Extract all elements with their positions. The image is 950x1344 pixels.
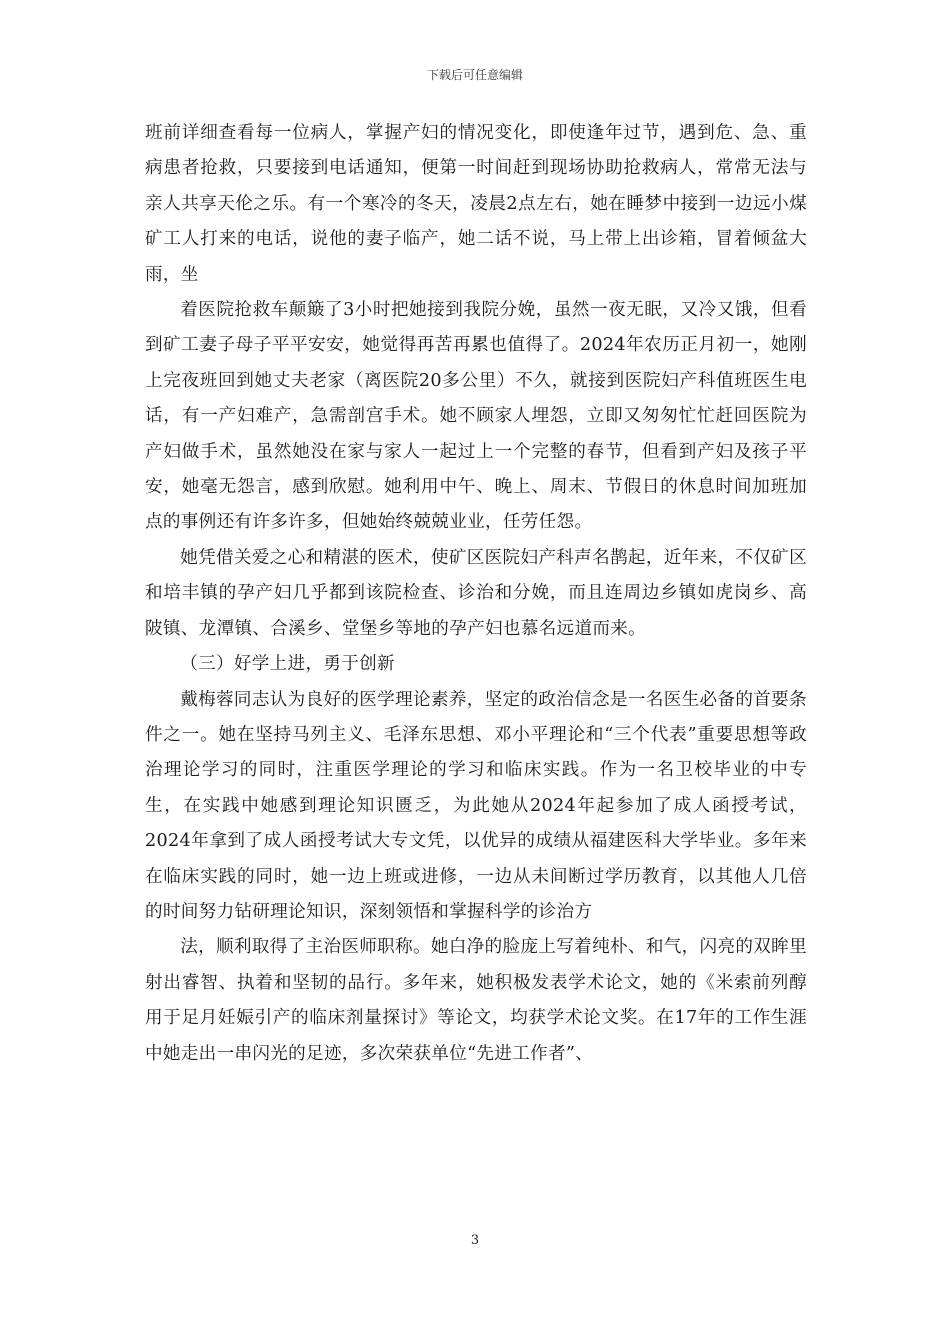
body-text	[145, 116, 807, 1072]
section-heading: （三）好学上进，勇于创新	[180, 654, 395, 675]
paragraph-1: 班前详细查看每一位病人，掌握产妇的情况变化，即使逢年过节，遇到危、急、重病患者抢救，只要接到电话通知，便第一时间赶到现场协助抢救病人，常常无法与亲人共享天伦之乐。有一个寒冷的冬天，凌晨2点左右，她在睡梦中接到一边远小煤矿工人打来的电话，说他的妻子临产，她二话不说，马上带上出诊箱，冒着倾盆大雨，坐	[145, 123, 807, 285]
paragraph-5: 法，顺利取得了主治医师职称。她白净的脸庞上写着纯朴、和气，闪亮的双眸里射出睿智、执着和坚韧的品行。多年来，她积极发表学术论文，她的《米索前列醇用于足月妊娠引产的临床剂量探讨》等论文，均获学术论文奖。在17年的工作生涯中她走出一串闪光的足迹，多次荣获单位“先进工作者”、	[145, 937, 807, 1064]
paragraph-3: 她凭借关爱之心和精湛的医术，使矿区医院妇产科声名鹊起，近年来，不仅矿区和培丰镇的孕产妇几乎都到该院检查、诊治和分娩，而且连周边乡镇如虎岗乡、高陂镇、龙潭镇、合溪乡、堂堡乡等地的孕产妇也慕名远道而来。	[145, 547, 807, 639]
page-header: 下载后可任意编辑	[426, 68, 523, 82]
paragraph-4: 戴梅蓉同志认为良好的医学理论素养，坚定的政治信念是一名医生必备的首要条件之一。她在坚持马列主义、毛泽东思想、邓小平理论和“三个代表”重要思想等政治理论学习的同时，注重医学理论的学习和临床实践。作为一名卫校毕业的中专生，在实践中她感到理论知识匮乏，为此她从2024年起参加了成人函授考试，2024年拿到了成人函授考试大专文凭，以优异的成绩从福建医科大学毕业。多年来在临床实践的同时，她一边上班或进修，一边从未间断过学历教育，以其他人几倍的时间努力钻研理论知识，深刻领悟和掌握科学的诊治方	[145, 689, 807, 922]
paragraph-2: 着医院抢救车颠簸了3小时把她接到我院分娩，虽然一夜无眠，又冷又饿，但看到矿工妻子母子平平安安，她觉得再苦再累也值得了。2024年农历正月初一，她刚上完夜班回到她丈夫老家（离医院20多公里）不久，就接到医院妇产科值班医生电话，有一产妇难产，急需剖宫手术。她不顾家人埋怨，立即又匆匆忙忙赶回医院为产妇做手术，虽然她没在家与家人一起过上一个完整的春节，但看到产妇及孩子平安，她毫无怨言，感到欣慰。她利用中午、晚上、周末、节假日的休息时间加班加点的事例还有许多许多，但她始终兢兢业业，任劳任怨。	[145, 300, 807, 533]
page-number: 3	[470, 1233, 480, 1248]
